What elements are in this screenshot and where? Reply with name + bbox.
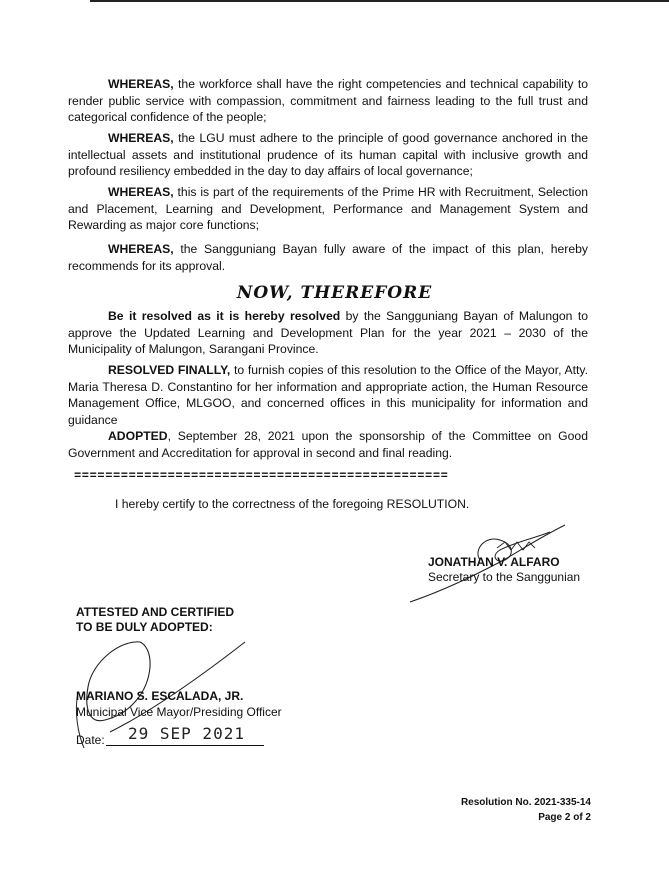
attestation-line-2: TO BE DULY ADOPTED: [76, 620, 213, 634]
page-number: Page 2 of 2 [538, 812, 591, 823]
equals-divider: ================================================ [74, 469, 449, 483]
top-edge-rule [90, 0, 669, 2]
whereas-text: the LGU must adhere to the principle of good governance anchored in the intellectual assets and institutional prudence of its human capital with inclusive growth and profound resiliency embedded in the day to day affairs of local governance; [68, 131, 588, 178]
whereas-text: the workforce shall have the right competencies and technical capability to render public service with compassion, commitment and fairness leading to the full trust and categorical confidence of the people; [68, 77, 588, 124]
resolved-lead: Be it resolved as it is hereby resolved [108, 309, 341, 323]
resolution-number: Resolution No. 2021-335-14 [460, 797, 591, 808]
date-underline [106, 745, 264, 746]
resolved-finally-text: to furnish copies of this resolution to the Office of the Mayor, Atty. Maria Theresa D. Constantino for her information and appropriate action, the Human Resource Management Office, MLGOO, and concerned offices in this municipality for information and guidance [68, 363, 589, 427]
whereas-paragraph-1 [68, 76, 588, 126]
vice-mayor-title: Municipal Vice Mayor/Presiding Officer [76, 705, 282, 719]
secretary-name: JONATHAN V. ALFARO [428, 555, 560, 569]
whereas-paragraph-4 [68, 241, 588, 274]
whereas-text: the Sangguniang Bayan fully aware of the impact of this plan, hereby recommends for its approval. [68, 242, 588, 273]
whereas-lead: WHEREAS, [108, 185, 174, 199]
whereas-paragraph-2 [68, 130, 588, 180]
adopted-text: , September 28, 2021 upon the sponsorship of the Committee on Good Government and Accreditation for approval in second and final reading. [68, 429, 588, 460]
attestation-line-1: ATTESTED AND CERTIFIED [76, 605, 234, 619]
date-label: Date: [76, 733, 105, 747]
vice-mayor-name: MARIANO S. ESCALADA, JR. [76, 689, 244, 703]
date-stamp: 29 SEP 2021 [128, 724, 245, 743]
adopted-lead: ADOPTED [108, 429, 168, 443]
resolved-finally-lead: RESOLVED FINALLY, [108, 363, 231, 377]
whereas-text: this is part of the requirements of the Prime HR with Recruitment, Selection and Placement, Learning and Development, Performance and Management System and Rewarding as major core functions; [68, 185, 588, 232]
adopted-paragraph [68, 428, 588, 461]
whereas-paragraph-3 [68, 184, 588, 234]
whereas-lead: WHEREAS, [108, 242, 174, 256]
whereas-lead: WHEREAS, [108, 77, 174, 91]
certification-statement: I hereby certify to the correctness of the foregoing RESOLUTION. [115, 497, 470, 511]
secretary-title: Secretary to the Sanggunian [428, 570, 581, 584]
whereas-lead: WHEREAS, [108, 131, 174, 145]
resolved-paragraph [68, 308, 588, 358]
attestation-block [76, 605, 234, 635]
now-therefore-heading: NOW, THEREFORE [236, 283, 433, 303]
resolved-text: by the Sangguniang Bayan of Malungon to approve the Updated Learning and Development Plan for the year 2021 – 2030 of the Municipality of Malungon, Sarangani Province. [68, 309, 588, 356]
resolved-finally-paragraph [68, 362, 588, 428]
